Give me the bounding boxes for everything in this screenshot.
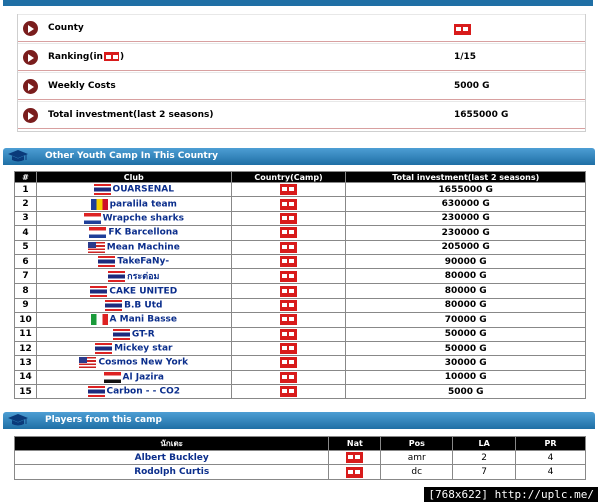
table-row [15,385,586,399]
nation-flag-icon [91,314,108,325]
players-section-bar [3,412,595,429]
investment-cell: 230000 G [346,211,586,225]
investment-cell: 630000 G [346,197,586,211]
camp-country-cell [231,269,346,284]
camp-country-cell [231,385,346,399]
rank-cell: 6 [15,254,37,268]
camp-flag-icon [280,184,297,195]
section-title: Players from this camp [45,415,162,425]
investment-cell: 5000 G [346,385,586,399]
club-link[interactable]: A Mani Basse [109,314,178,325]
club-link[interactable]: OUARSENAL [112,184,174,195]
table-row [15,451,586,465]
rank-cell: 12 [15,341,37,355]
camp-country-cell [231,240,346,254]
pr-cell: 4 [516,465,586,479]
investment-cell: 1655000 G [346,183,586,197]
table-row [15,240,586,254]
table-header-row [15,172,586,183]
club-link[interactable]: Carbon - - CO2 [106,386,181,397]
player-name-link[interactable]: Albert Buckley [15,451,329,465]
info-value: 1/15 [454,52,477,62]
nation-flag-icon [95,343,112,354]
col-header: LA [453,437,516,451]
camp-country-cell [231,356,346,370]
rank-cell: 1 [15,183,37,197]
camp-flag-icon [280,386,297,397]
investment-cell: 30000 G [346,356,586,370]
nat-cell [329,465,381,479]
play-icon[interactable] [23,21,38,36]
section-title: Other Youth Camp In This Country [45,151,219,161]
camp-header-bar [3,0,593,6]
col-header: Club [36,172,231,183]
club-link[interactable]: Cosmos New York [98,357,189,368]
club-cell [36,298,231,312]
camp-flag-icon [280,300,297,311]
nation-flag-icon [91,199,108,210]
table-row [15,211,586,225]
investment-cell: 230000 G [346,226,586,240]
camp-flag-icon [280,314,297,325]
camp-flag-icon [280,343,297,354]
nation-flag-icon [79,357,96,368]
table-row [15,254,586,268]
play-icon[interactable] [23,79,38,94]
camp-country-cell [231,327,346,341]
club-cell [36,356,231,370]
camp-country-cell [231,211,346,225]
play-icon[interactable] [23,50,38,65]
camp-country-cell [231,183,346,197]
nation-flag-icon [89,227,106,238]
graduation-cap-icon [7,149,29,164]
camp-flag-icon [280,271,297,282]
camp-flag-icon [280,372,297,383]
camp-flag-icon [280,199,297,210]
nation-flag-icon [98,256,115,267]
investment-cell: 205000 G [346,240,586,254]
info-label: County [48,23,84,33]
camp-country-cell [231,341,346,355]
nation-flag-icon [90,286,107,297]
club-cell [36,313,231,327]
info-label: Ranking(in ) [48,52,125,62]
col-header: Total investment(last 2 seasons) [346,172,586,183]
club-link[interactable]: Al Jazira [122,372,164,383]
club-cell [36,327,231,341]
club-link[interactable]: paralila team [109,199,177,210]
nation-flag-icon [94,184,111,195]
info-label: Weekly Costs [48,81,116,91]
watermark: [768x622] http://uplc.me/ [424,487,598,502]
pos-cell: amr [381,451,453,465]
rank-cell: 13 [15,356,37,370]
camp-country-cell [231,226,346,240]
camp-flag-icon [280,357,297,368]
nation-flag-icon [105,300,122,311]
info-value: 1655000 G [454,110,509,120]
col-header: Country(Camp) [231,172,346,183]
camp-flag-icon [280,286,297,297]
club-cell [36,284,231,298]
rank-cell: 2 [15,197,37,211]
table-row [15,370,586,384]
la-cell: 7 [453,465,516,479]
camp-flag-icon [280,227,297,238]
col-header: Pos [381,437,453,451]
camp-country-cell [231,370,346,384]
col-header: # [15,172,37,183]
col-header: Nat [329,437,381,451]
club-cell [36,226,231,240]
investment-cell: 50000 G [346,327,586,341]
table-row [15,226,586,240]
rank-cell: 14 [15,370,37,384]
club-cell [36,240,231,254]
club-link[interactable]: Wrapche sharks [102,213,184,224]
info-value: 5000 G [454,81,490,91]
info-row-ranking [18,43,585,71]
camp-flag-icon [280,213,297,224]
club-cell [36,269,231,284]
camp-flag-icon [280,329,297,340]
rank-cell: 5 [15,240,37,254]
pos-cell: dc [381,465,453,479]
table-row [15,183,586,197]
investment-cell: 50000 G [346,341,586,355]
club-link[interactable]: Mickey star [114,343,173,354]
nation-flag-icon [84,213,101,224]
investment-cell: 80000 G [346,284,586,298]
investment-cell: 10000 G [346,370,586,384]
nation-flag-icon [108,271,125,282]
rank-cell: 4 [15,226,37,240]
rank-cell: 7 [15,269,37,284]
rank-cell: 8 [15,284,37,298]
club-link[interactable]: FK Barcellona [108,227,179,238]
info-label: Total investment(last 2 seasons) [48,110,214,120]
club-cell [36,183,231,197]
club-cell [36,385,231,399]
club-link[interactable]: TakeFaNy- [117,256,170,267]
club-cell [36,197,231,211]
camp-country-cell [231,313,346,327]
investment-cell: 70000 G [346,313,586,327]
table-row [15,327,586,341]
club-cell [36,211,231,225]
table-row [15,313,586,327]
info-row-county [18,14,585,42]
nat-cell [329,451,381,465]
club-cell [36,341,231,355]
rank-cell: 10 [15,313,37,327]
club-cell [36,254,231,268]
nation-flag-icon [104,372,121,383]
rank-cell: 9 [15,298,37,312]
investment-cell: 80000 G [346,269,586,284]
pr-cell: 4 [516,451,586,465]
club-link[interactable]: CAKE UNITED [109,286,178,297]
graduation-cap-icon [7,413,29,428]
club-cell [36,370,231,384]
info-row-weekly-costs [18,72,585,100]
rank-cell: 3 [15,211,37,225]
country-flag-icon [104,52,119,61]
table-row [15,269,586,284]
club-link[interactable]: B.B Utd [124,300,163,311]
investment-cell: 80000 G [346,298,586,312]
camp-info-card [17,14,586,132]
other-camps-section-bar [3,148,595,165]
club-link[interactable]: กระต่อม [127,272,160,283]
col-header: PR [516,437,586,451]
nation-flag-icon [88,242,105,253]
table-header-row [15,437,586,451]
players-table [14,436,586,480]
table-row [15,298,586,312]
rank-cell: 11 [15,327,37,341]
nation-flag-icon [113,329,130,340]
club-link[interactable]: Mean Machine [106,242,180,253]
country-flag-icon [454,24,471,35]
camp-country-cell [231,284,346,298]
table-row [15,341,586,355]
club-link[interactable]: GT-R [131,329,155,340]
table-row [15,465,586,479]
table-row [15,197,586,211]
investment-cell: 90000 G [346,254,586,268]
camp-flag-icon [280,256,297,267]
player-name-link[interactable]: Rodolph Curtis [15,465,329,479]
camp-country-cell [231,254,346,268]
nation-flag-icon [346,452,363,463]
la-cell: 2 [453,451,516,465]
col-header: นักเตะ [15,437,329,451]
camp-country-cell [231,197,346,211]
camp-country-cell [231,298,346,312]
table-row [15,356,586,370]
nation-flag-icon [346,467,363,478]
rank-cell: 15 [15,385,37,399]
camp-flag-icon [280,242,297,253]
info-row-total-investment [18,101,585,129]
table-row [15,284,586,298]
nation-flag-icon [88,386,105,397]
other-camps-table [14,171,586,399]
play-icon[interactable] [23,108,38,123]
